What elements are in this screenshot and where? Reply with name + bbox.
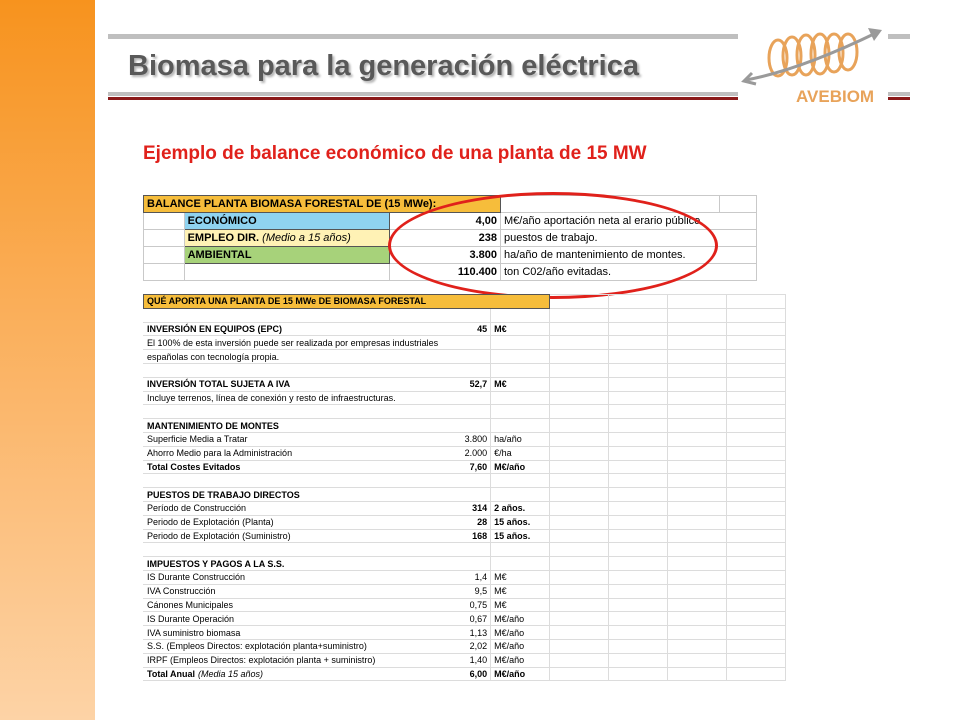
empty-cell [550,598,609,612]
aporta-value [442,474,491,488]
empty-cell [550,391,609,405]
aporta-unit: M€ [491,377,550,391]
aporta-unit [491,543,550,557]
aporta-value: 3.800 [442,432,491,446]
empty-cell [727,336,786,350]
empty-cell [609,432,668,446]
empty-cell [609,501,668,515]
empty-cell [668,501,727,515]
empty-cell [668,570,727,584]
empty-cell [550,543,609,557]
empty-cell [668,350,727,364]
aporta-row [144,626,786,640]
empty-cell [609,653,668,667]
aporta-label [144,405,442,419]
aporta-label: INVERSIÓN TOTAL SUJETA A IVA [144,377,442,391]
aporta-value: 0,67 [442,612,491,626]
aporta-row [144,570,786,584]
empty-cell [609,474,668,488]
empty-cell [550,570,609,584]
aporta-unit: M€/año [491,612,550,626]
empty-cell [609,667,668,681]
header-line-grey [108,92,738,96]
empty-cell [727,598,786,612]
aporta-label: españolas con tecnología propia. [144,350,442,364]
aporta-row [144,529,786,543]
empty-cell [550,612,609,626]
balance-desc: M€/año aportación neta al erario público. [501,213,757,230]
empty-cell [609,543,668,557]
aporta-label: MANTENIMIENTO DE MONTES [144,419,442,433]
empty-cell [668,653,727,667]
empty-cell [727,584,786,598]
balance-value: 238 [389,230,500,247]
empty-cell [727,488,786,502]
aporta-label: IMPUESTOS Y PAGOS A LA S.S. [144,557,442,571]
aporta-row [144,584,786,598]
empty-cell [144,247,185,264]
empty-cell [727,295,786,309]
balance-value: 3.800 [389,247,500,264]
empty-cell [609,570,668,584]
empty-cell [550,515,609,529]
aporta-value: 314 [442,501,491,515]
empty-cell [609,515,668,529]
aporta-note: (Media 15 años) [198,668,264,679]
empty-cell [609,584,668,598]
empty-cell [550,419,609,433]
empty-cell [727,350,786,364]
empty-cell [668,295,727,309]
aporta-value: 168 [442,529,491,543]
empty-cell [550,405,609,419]
aporta-value: 0,75 [442,598,491,612]
empty-cell [550,446,609,460]
empty-cell [668,336,727,350]
balance-header: BALANCE PLANTA BIOMASA FORESTAL DE (15 MWe): [144,196,501,213]
aporta-row [144,432,786,446]
empty-cell [550,295,609,309]
empty-cell [550,557,609,571]
aporta-label [144,308,442,322]
aporta-row [144,405,786,419]
balance-label: EMPLEO DIR. (Medio a 15 años) [184,230,389,247]
aporta-label: Cánones Municipales [144,598,442,612]
balance-desc: ha/año de mantenimiento de montes. [501,247,757,264]
aporta-label: IS Durante Operación [144,612,442,626]
empty-cell [668,405,727,419]
aporta-label: Período de Construcción [144,501,442,515]
aporta-unit: M€/año [491,667,550,681]
aporta-value: 2,02 [442,639,491,653]
aporta-row [144,653,786,667]
aporta-label: Incluye terrenos, línea de conexión y resto de infraestructuras. [144,391,442,405]
empty-cell [550,363,609,377]
slide-title: Biomasa para la generación eléctrica [128,50,639,82]
aporta-value: 2.000 [442,446,491,460]
aporta-unit [491,405,550,419]
empty-cell [727,570,786,584]
empty-cell [668,515,727,529]
empty-cell [550,336,609,350]
aporta-row [144,363,786,377]
empty-cell [727,653,786,667]
aporta-row [144,419,786,433]
aporta-label: IS Durante Construcción [144,570,442,584]
aporta-value: 6,00 [442,667,491,681]
empty-cell [668,639,727,653]
logo-text: AVEBIOM [796,87,875,106]
aporta-value [442,308,491,322]
aporta-unit: M€ [491,598,550,612]
orange-sidebar [0,0,95,720]
aporta-unit: M€/año [491,626,550,640]
aporta-unit [491,419,550,433]
balance-desc: ton C02/año evitadas. [501,264,757,281]
empty-cell [550,377,609,391]
slide-subtitle: Ejemplo de balance económico de una planta de 15 MW [143,143,647,164]
empty-cell [727,529,786,543]
empty-cell [550,474,609,488]
empty-cell [668,612,727,626]
header-line-top [108,34,738,39]
aporta-value: 9,5 [442,584,491,598]
empty-cell [609,639,668,653]
aporta-label: INVERSIÓN EN EQUIPOS (EPC) [144,322,442,336]
header-line-red [108,97,738,100]
balance-label: ECONÓMICO [184,213,389,230]
balance-note: (Medio a 15 años) [262,232,351,244]
aporta-unit [491,363,550,377]
empty-cell [609,488,668,502]
aporta-row [144,598,786,612]
empty-cell [668,377,727,391]
empty-cell [727,460,786,474]
aporta-unit: 15 años. [491,529,550,543]
empty-cell [668,391,727,405]
empty-cell [668,667,727,681]
empty-cell [609,598,668,612]
empty-cell [668,626,727,640]
aporta-unit: M€/año [491,653,550,667]
balance-desc: puestos de trabajo. [501,230,757,247]
empty-cell [609,405,668,419]
aporta-label: IVA Construcción [144,584,442,598]
empty-cell [609,419,668,433]
empty-cell [184,264,389,281]
aporta-label: S.S. (Empleos Directos: explotación planta+suministro) [144,639,442,653]
empty-cell [550,460,609,474]
empty-cell [550,529,609,543]
empty-cell [609,612,668,626]
header-line-grey-right [888,92,910,96]
aporta-header-row [144,295,786,309]
aporta-row [144,488,786,502]
empty-cell [609,626,668,640]
empty-cell [727,446,786,460]
empty-cell [727,363,786,377]
aporta-value: 7,60 [442,460,491,474]
empty-cell [727,639,786,653]
header-line-top-right [888,34,910,39]
aporta-label: Superficie Media a Tratar [144,432,442,446]
balance-value: 110.400 [389,264,500,281]
aporta-label: El 100% de esta inversión puede ser realizada por empresas industriales [144,336,442,350]
empty-cell [609,295,668,309]
empty-cell [668,529,727,543]
aporta-label [144,543,442,557]
aporta-label: Ahorro Medio para la Administración [144,446,442,460]
aporta-value [442,336,491,350]
empty-cell [668,363,727,377]
aporta-value [442,419,491,433]
empty-cell [668,460,727,474]
aporta-label: Periodo de Explotación (Planta) [144,515,442,529]
empty-cell [727,626,786,640]
aporta-row [144,308,786,322]
aporta-row [144,460,786,474]
empty-cell [609,322,668,336]
aporta-unit [491,350,550,364]
empty-cell [550,350,609,364]
empty-cell [727,419,786,433]
aporta-value: 28 [442,515,491,529]
aporta-label: Total Anual (Media 15 años) [144,667,442,681]
aporta-row [144,557,786,571]
aporta-unit: M€ [491,584,550,598]
aporta-value [442,350,491,364]
empty-cell [668,474,727,488]
aporta-row [144,377,786,391]
aporta-label: IRPF (Empleos Directos: explotación planta + suministro) [144,653,442,667]
empty-cell [727,391,786,405]
aporta-label: Total Costes Evitados [144,460,442,474]
empty-cell [668,598,727,612]
empty-cell [668,557,727,571]
header-line-red-right [888,97,910,100]
empty-cell [609,446,668,460]
empty-cell [550,639,609,653]
aporta-value: 1,4 [442,570,491,584]
aporta-row [144,446,786,460]
aporta-unit: M€/año [491,639,550,653]
aporta-row [144,612,786,626]
empty-cell [609,308,668,322]
aporta-row [144,322,786,336]
empty-cell [668,543,727,557]
aporta-unit: M€ [491,322,550,336]
aporta-unit [491,488,550,502]
aporta-unit [491,308,550,322]
aporta-row [144,667,786,681]
empty-cell [668,322,727,336]
empty-cell [609,363,668,377]
aporta-row [144,501,786,515]
empty-cell [727,474,786,488]
empty-cell [550,584,609,598]
empty-cell [609,377,668,391]
empty-cell [668,488,727,502]
balance-value: 4,00 [389,213,500,230]
empty-cell [668,446,727,460]
empty-cell [550,308,609,322]
aporta-label: PUESTOS DE TRABAJO DIRECTOS [144,488,442,502]
empty-cell [550,626,609,640]
aporta-value: 52,7 [442,377,491,391]
aporta-header: QUÉ APORTA UNA PLANTA DE 15 MWe DE BIOMASA FORESTAL [144,295,550,309]
aporta-row [144,391,786,405]
aporta-value [442,488,491,502]
empty-cell [727,667,786,681]
aporta-value [442,405,491,419]
empty-cell [668,308,727,322]
empty-cell [609,460,668,474]
aporta-value [442,543,491,557]
aporta-value [442,363,491,377]
aporta-unit: 2 años. [491,501,550,515]
aporta-unit [491,336,550,350]
aporta-row [144,336,786,350]
aporta-row [144,543,786,557]
empty-cell [550,322,609,336]
empty-cell [550,653,609,667]
empty-cell [550,501,609,515]
empty-cell [609,557,668,571]
empty-cell [550,488,609,502]
aporta-row [144,474,786,488]
empty-cell [144,213,185,230]
empty-cell [720,196,757,213]
empty-cell [727,322,786,336]
empty-cell [609,529,668,543]
empty-cell [609,336,668,350]
aporta-row [144,515,786,529]
aporta-label [144,363,442,377]
empty-cell [550,432,609,446]
aporta-label [144,474,442,488]
empty-cell [727,501,786,515]
empty-cell [668,584,727,598]
aporta-label: IVA suministro biomasa [144,626,442,640]
aporta-unit: 15 años. [491,515,550,529]
empty-cell [609,391,668,405]
aporta-value: 1,13 [442,626,491,640]
aporta-unit: ha/año [491,432,550,446]
aporta-unit: €/ha [491,446,550,460]
aporta-row [144,350,786,364]
empty-cell [727,557,786,571]
aporta-unit: M€ [491,570,550,584]
aporta-unit: M€/año [491,460,550,474]
balance-label: AMBIENTAL [184,247,389,264]
empty-cell [727,377,786,391]
aporta-row [144,639,786,653]
empty-cell [609,350,668,364]
empty-cell [727,405,786,419]
empty-cell [727,543,786,557]
empty-cell [668,419,727,433]
aporta-unit [491,557,550,571]
empty-cell [727,612,786,626]
aporta-value: 1,40 [442,653,491,667]
aporta-value [442,557,491,571]
empty-cell [144,264,185,281]
highlight-ellipse [388,192,718,299]
aporta-table [143,294,786,681]
aporta-value [442,391,491,405]
empty-cell [727,308,786,322]
aporta-unit [491,474,550,488]
aporta-unit [491,391,550,405]
avebiom-logo [740,18,886,110]
empty-cell [550,667,609,681]
empty-cell [144,230,185,247]
empty-cell [727,515,786,529]
empty-cell [668,432,727,446]
aporta-value: 45 [442,322,491,336]
empty-cell [727,432,786,446]
aporta-label: Periodo de Explotación (Suministro) [144,529,442,543]
